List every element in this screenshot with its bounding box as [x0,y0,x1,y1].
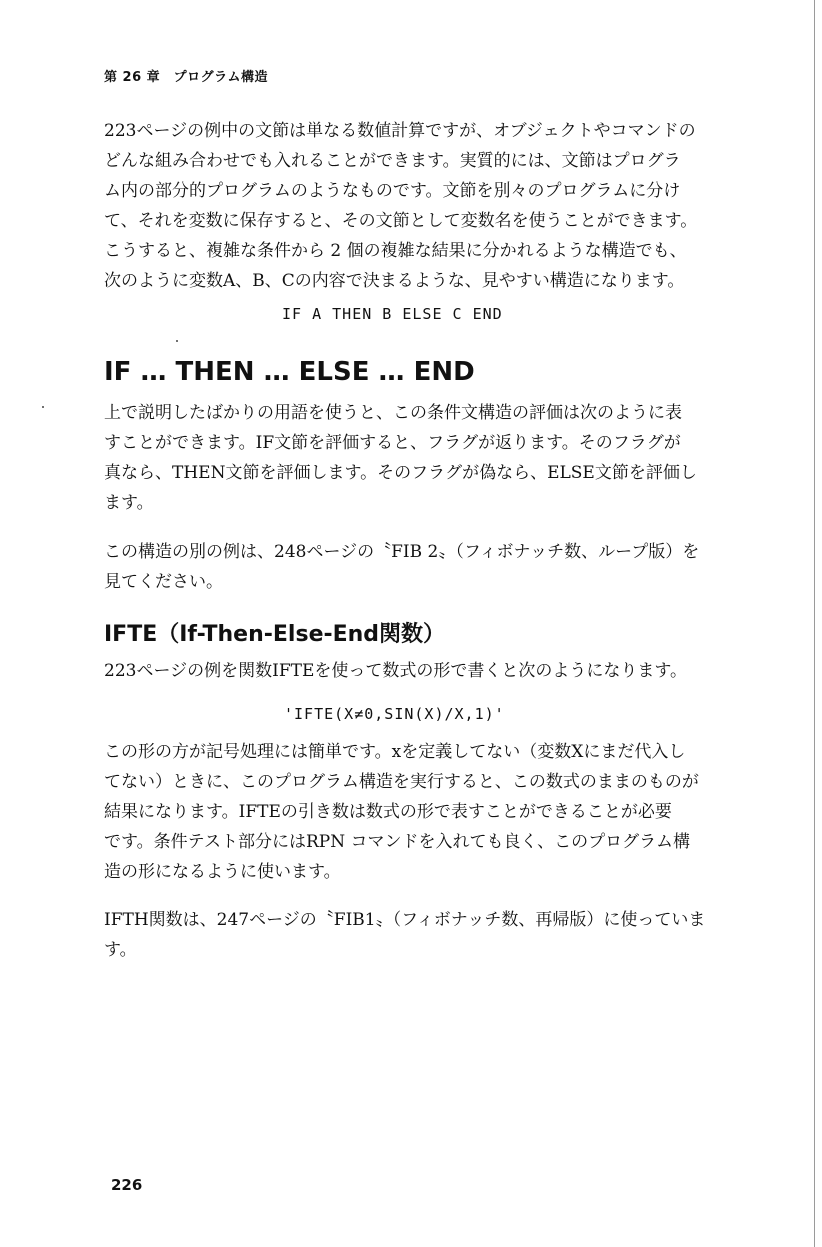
page-spine-edge [814,0,815,1247]
section-heading-ifte: IFTE（If-Then-Else-End関数） [104,622,446,647]
ifte-section-paragraph-2: この形の方が記号処理には簡単です。xを定義してない（変数Xにまだ代入し てない）ときに、このプログラム構造を実行すると、この数式のままのものが 結果になります。IFTEの引き数は数式の形で表すことができることが必要 です。条件テスト部分にはRPN コマンドを入れても良く、このプログラム構 造の形になるように使います。 [104,742,699,882]
section-heading-if-then-else-end: IF … THEN … ELSE … END [104,357,475,387]
intro-paragraph: 223ページの例中の文節は単なる数値計算ですが、オブジェクトやコマンドの どんな組み合わせでも入れることができます。実質的には、文節はプログラ ム内の部分的プログラムのようなものです。文節を別々のプログラムに分け て、それを変数に保存すると、その文節として変数名を使うことができます。 こうすると、複雑な条件から 2 個の複雑な結果に分かれるような構造でも、 次のように変数A、B、Cの内容で決まるような、見やすい構造になります。 [104,121,698,291]
page-number: 226 [111,1176,143,1194]
if-section-paragraph-2: この構造の別の例は、248ページの〝FIB 2〟（フィボナッチ数、ループ版）を 見てください。 [104,542,700,592]
running-head: 第 26 章 プログラム構造 [104,70,269,85]
ifte-section-paragraph-3: IFTH関数は、247ページの〝FIB1〟（フィボナッチ数、再帰版）に使っていま す。 [104,910,706,960]
code-example-if-then-else: IF A THEN B ELSE C END [282,305,503,323]
scan-speck [42,406,44,408]
ifte-section-paragraph-1: 223ページの例を関数IFTEを使って数式の形で書くと次のようになります。 [104,661,688,681]
code-example-ifte: 'IFTE(X≠0,SIN(X)/X,1)' [284,705,505,723]
if-section-paragraph-1: 上で説明したばかりの用語を使うと、この条件文構造の評価は次のように表 すことができます。IF文節を評価すると、フラグが返ります。そのフラグが 真なら、THEN文節を評価します。そのフラグが偽なら、ELSE文節を評価し ます。 [104,403,697,513]
scan-speck [176,340,178,342]
